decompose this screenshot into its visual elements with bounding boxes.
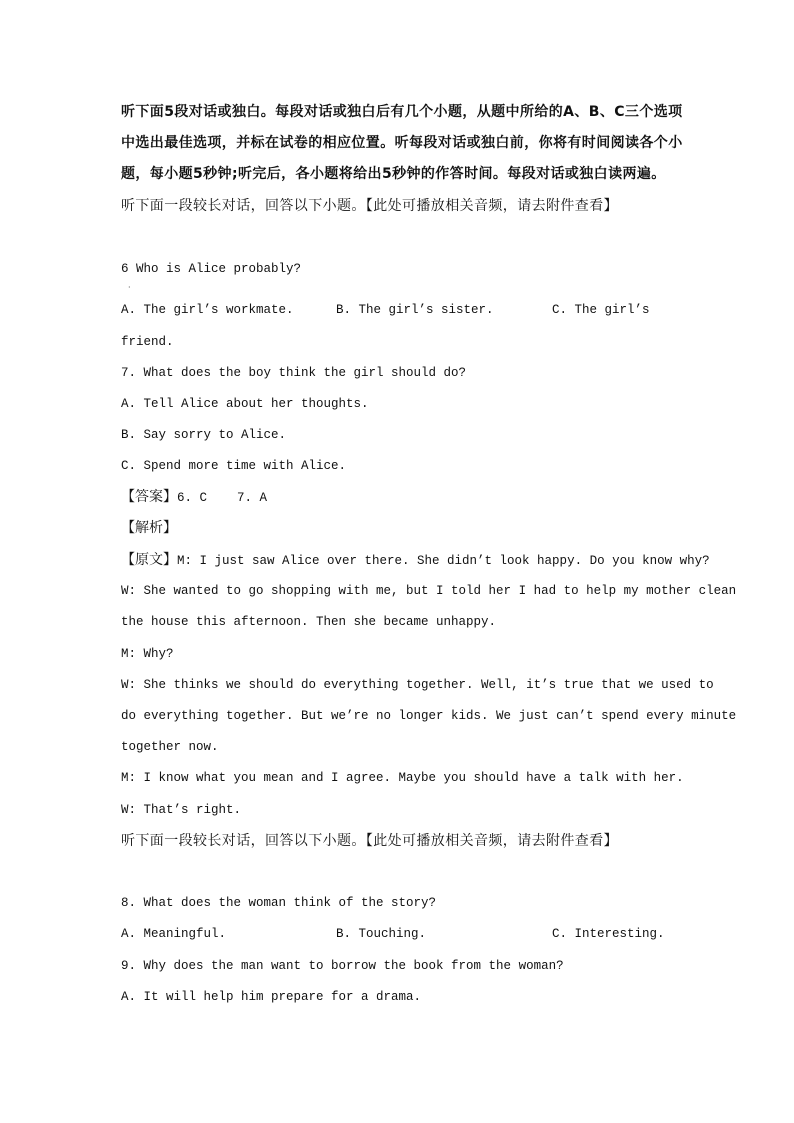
question-6-option-a: A. The girl’s workmate. xyxy=(121,303,294,317)
transcript-line-2: W: She wanted to go shopping with me, but I told her I had to help my mother clean xyxy=(121,584,737,598)
question-9-option-a: A. It will help him prepare for a drama. xyxy=(121,990,422,1004)
transcript-line-8: M: I know what you mean and I agree. Maybe you should have a talk with her. xyxy=(121,771,684,785)
question-6-stem: 6 Who is Alice probably? xyxy=(121,262,302,276)
transcript-line-3: the house this afternoon. Then she became unhappy. xyxy=(121,615,497,629)
question-8-option-c: C. Interesting. xyxy=(552,927,665,941)
answer-line xyxy=(121,489,267,506)
instruction-line-1: 听下面5段对话或独白。每段对话或独白后有几个小题，从题中所给的A、B、C三个选项 xyxy=(121,104,683,120)
question-6-option-b: B. The girl’s sister. xyxy=(336,303,494,317)
question-8-option-b: B. Touching. xyxy=(336,927,427,941)
transcript-line-5: W: She thinks we should do everything together. Well, it’s true that we used to xyxy=(121,678,714,692)
transcript-tag: 【原文】 xyxy=(121,552,177,568)
transcript-line-7: together now. xyxy=(121,740,219,754)
answer-text: 6. C 7. A xyxy=(177,491,268,505)
question-7-option-c: C. Spend more time with Alice. xyxy=(121,459,347,473)
answer-tag: 【答案】 xyxy=(121,489,177,505)
question-7-option-b: B. Say sorry to Alice. xyxy=(121,428,287,442)
transcript-line-1 xyxy=(121,552,710,569)
question-6-option-c: C. The girl’s xyxy=(552,303,650,317)
question-7-stem: 7. What does the boy think the girl should do? xyxy=(121,366,467,380)
question-8-stem: 8. What does the woman think of the story? xyxy=(121,896,437,910)
question-8-option-a: A. Meaningful. xyxy=(121,927,227,941)
question-9-stem: 9. Why does the man want to borrow the book from the woman? xyxy=(121,959,564,973)
transcript-line-6: do everything together. But we’re no longer kids. We just can’t spend every minute xyxy=(121,709,737,723)
stray-dot: · xyxy=(128,283,131,292)
analysis-label: 【解析】 xyxy=(121,520,177,536)
instruction-line-2: 中选出最佳选项，并标在试卷的相应位置。听每段对话或独白前，你将有时间阅读各个小 xyxy=(121,135,683,151)
instruction-line-3: 题，每小题5秒钟;听完后，各小题将给出5秒钟的作答时间。每段对话或独白读两遍。 xyxy=(121,166,666,182)
transcript-line-9: W: That’s right. xyxy=(121,803,242,817)
question-6-option-c-continued: friend. xyxy=(121,335,174,349)
transcript-text-1: M: I just saw Alice over there. She didn’t look happy. Do you know why? xyxy=(177,554,710,568)
analysis-tag xyxy=(121,520,177,537)
section-intro-2: 听下面一段较长对话，回答以下小题。【此处可播放相关音频，请去附件查看】 xyxy=(121,833,618,849)
question-7-option-a: A. Tell Alice about her thoughts. xyxy=(121,397,369,411)
section-intro-1: 听下面一段较长对话，回答以下小题。【此处可播放相关音频，请去附件查看】 xyxy=(121,198,618,214)
transcript-line-4: M: Why? xyxy=(121,647,174,661)
